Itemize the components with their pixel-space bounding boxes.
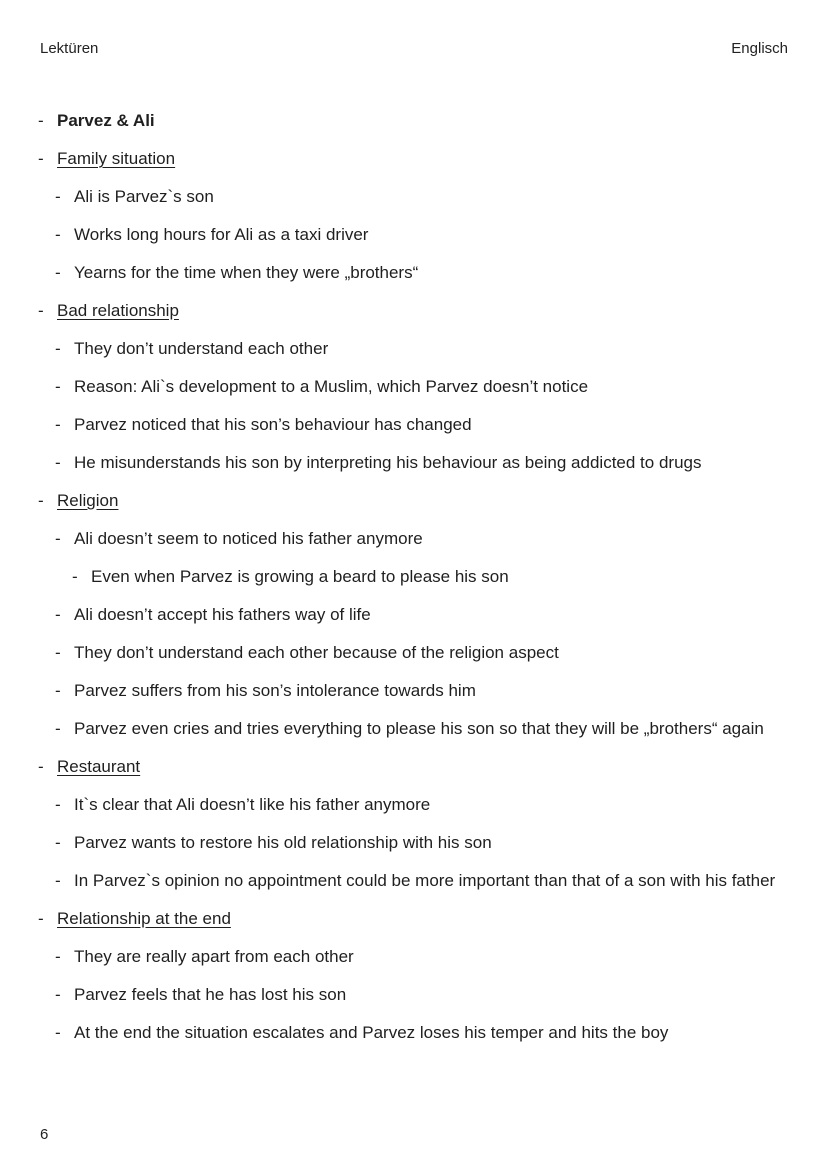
section-heading-item <box>38 490 788 512</box>
item-text: Parvez feels that he has lost his son <box>74 985 347 1004</box>
list-item <box>38 946 788 968</box>
bullet-dash: - <box>55 187 61 206</box>
bullet-dash: - <box>38 149 44 168</box>
item-text: Parvez wants to restore his old relationship with his son <box>74 833 492 852</box>
item-text: Works long hours for Ali as a taxi driver <box>74 225 369 244</box>
item-text: Ali doesn’t seem to noticed his father anymore <box>74 529 423 548</box>
item-text: They don’t understand each other because of the religion aspect <box>74 643 559 662</box>
bullet-dash: - <box>38 491 44 510</box>
bullet-dash: - <box>55 263 61 282</box>
page-number: 6 <box>40 1126 49 1143</box>
list-item <box>38 414 788 436</box>
bullet-dash: - <box>55 529 61 548</box>
bullet-dash: - <box>55 415 61 434</box>
bullet-dash: - <box>55 377 61 396</box>
list-item <box>38 794 788 816</box>
list-item <box>38 186 788 208</box>
item-text: They don’t understand each other <box>74 339 329 358</box>
sub-list-item <box>38 566 788 588</box>
list-item <box>38 604 788 626</box>
item-text: In Parvez`s opinion no appointment could be more important than that of a son with his father <box>74 871 776 890</box>
list-item <box>38 642 788 664</box>
item-text: Parvez even cries and tries everything to please his son so that they will be „brothers“ again <box>74 719 764 738</box>
notes-list <box>38 110 788 1060</box>
list-item <box>38 984 788 1006</box>
list-item <box>38 338 788 360</box>
bullet-dash: - <box>55 643 61 662</box>
bullet-dash: - <box>55 1023 61 1042</box>
header-left-label: Lektüren <box>40 40 99 57</box>
item-text: Bad relationship <box>57 301 179 320</box>
list-item <box>38 452 788 474</box>
item-text: Family situation <box>57 149 176 168</box>
list-item <box>38 262 788 284</box>
item-text: Parvez & Ali <box>57 111 155 130</box>
section-heading-item <box>38 148 788 170</box>
bullet-dash: - <box>38 757 44 776</box>
item-text: He misunderstands his son by interpreting his behaviour as being addicted to drugs <box>74 453 702 472</box>
item-text: Yearns for the time when they were „brothers“ <box>74 263 419 282</box>
list-item <box>38 376 788 398</box>
bullet-dash: - <box>55 225 61 244</box>
item-text: Ali is Parvez`s son <box>74 187 214 206</box>
bullet-dash: - <box>38 301 44 320</box>
item-text: Religion <box>57 491 119 510</box>
list-item <box>38 870 788 892</box>
bullet-dash: - <box>72 567 78 586</box>
bullet-dash: - <box>55 681 61 700</box>
bullet-dash: - <box>55 871 61 890</box>
item-text: At the end the situation escalates and Parvez loses his temper and hits the boy <box>74 1023 669 1042</box>
section-heading-item <box>38 300 788 322</box>
item-text: Restaurant <box>57 757 141 776</box>
bullet-dash: - <box>55 795 61 814</box>
bullet-dash: - <box>55 339 61 358</box>
item-text: They are really apart from each other <box>74 947 354 966</box>
bullet-dash: - <box>55 833 61 852</box>
header-right-label: Englisch <box>731 40 788 57</box>
item-text: Parvez noticed that his son’s behaviour has changed <box>74 415 472 434</box>
item-text: Reason: Ali`s development to a Muslim, which Parvez doesn’t notice <box>74 377 589 396</box>
item-text: Parvez suffers from his son’s intolerance towards him <box>74 681 476 700</box>
list-item <box>38 224 788 246</box>
page-header <box>40 40 788 60</box>
item-text: Even when Parvez is growing a beard to please his son <box>91 567 509 586</box>
bullet-dash: - <box>55 453 61 472</box>
item-text: Ali doesn’t accept his fathers way of life <box>74 605 371 624</box>
bullet-dash: - <box>38 909 44 928</box>
section-heading-item <box>38 908 788 930</box>
bullet-dash: - <box>38 111 44 130</box>
list-item <box>38 832 788 854</box>
section-heading-item <box>38 110 788 132</box>
item-text: It`s clear that Ali doesn’t like his father anymore <box>74 795 431 814</box>
list-item <box>38 528 788 550</box>
list-item <box>38 680 788 702</box>
bullet-dash: - <box>55 605 61 624</box>
list-item <box>38 1022 788 1044</box>
bullet-dash: - <box>55 947 61 966</box>
list-item <box>38 718 788 740</box>
section-heading-item <box>38 756 788 778</box>
bullet-dash: - <box>55 985 61 1004</box>
bullet-dash: - <box>55 719 61 738</box>
item-text: Relationship at the end <box>57 909 231 928</box>
